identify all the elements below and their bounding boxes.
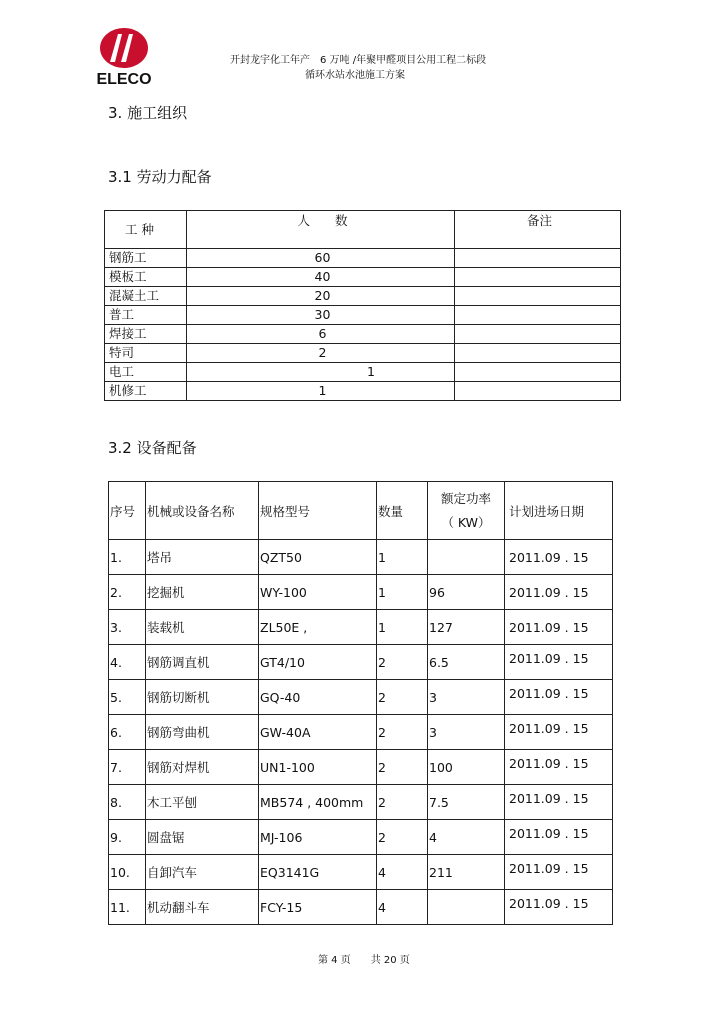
labor-note	[455, 325, 621, 344]
table-row	[105, 268, 621, 287]
labor-header-count: 人 数	[187, 211, 455, 249]
labor-note	[455, 287, 621, 306]
labor-note	[455, 268, 621, 287]
table-row	[109, 855, 613, 890]
equip-model: MB574 , 400mm	[259, 785, 377, 820]
labor-header-type: 工 种	[105, 211, 187, 249]
equip-name: 钢筋调直机	[146, 645, 259, 680]
equip-qty: 2	[377, 645, 428, 680]
equipment-header-model: 规格型号	[259, 482, 377, 540]
table-row	[109, 820, 613, 855]
table-row	[109, 715, 613, 750]
labor-type: 混凝土工	[105, 287, 187, 306]
labor-count: 20	[187, 287, 455, 306]
equip-date: 2011.09 . 15	[505, 855, 613, 890]
equip-date: 2011.09 . 15	[505, 820, 613, 855]
equip-model: GQ-40	[259, 680, 377, 715]
equip-name: 塔吊	[146, 540, 259, 575]
labor-note	[455, 363, 621, 382]
header-project-title: 开封龙宇化工年产 6 万吨 /年聚甲醛项目公用工程二标段	[230, 55, 487, 66]
equip-no: 5.	[109, 680, 146, 715]
equip-power	[428, 540, 505, 575]
equip-power: 211	[428, 855, 505, 890]
labor-count: 30	[187, 306, 455, 325]
labor-type: 焊接工	[105, 325, 187, 344]
equip-qty: 2	[377, 680, 428, 715]
equip-power: 3	[428, 715, 505, 750]
equip-no: 1.	[109, 540, 146, 575]
labor-type: 模板工	[105, 268, 187, 287]
equipment-table	[108, 481, 613, 925]
equip-qty: 2	[377, 715, 428, 750]
equip-qty: 2	[377, 785, 428, 820]
table-row	[105, 249, 621, 268]
table-row	[105, 325, 621, 344]
company-logo	[88, 24, 160, 88]
equip-no: 10.	[109, 855, 146, 890]
equip-name: 钢筋弯曲机	[146, 715, 259, 750]
equip-qty: 4	[377, 855, 428, 890]
equip-name: 挖掘机	[146, 575, 259, 610]
equip-power: 4	[428, 820, 505, 855]
equip-no: 3.	[109, 610, 146, 645]
equip-qty: 1	[377, 610, 428, 645]
section-heading: 3. 施工组织	[108, 104, 188, 122]
labor-count: 40	[187, 268, 455, 287]
labor-header-row	[105, 211, 621, 249]
table-row	[105, 287, 621, 306]
equip-date: 2011.09 . 15	[505, 575, 613, 610]
equip-date: 2011.09 . 15	[505, 785, 613, 820]
table-row	[105, 363, 621, 382]
equip-power: 3	[428, 680, 505, 715]
equip-model: ZL50E ,	[259, 610, 377, 645]
equipment-header-power-unit: （ KW）	[441, 514, 491, 530]
equip-no: 8.	[109, 785, 146, 820]
equip-name: 机动翻斗车	[146, 890, 259, 925]
table-row	[109, 750, 613, 785]
equip-qty: 4	[377, 890, 428, 925]
equip-power: 7.5	[428, 785, 505, 820]
equip-qty: 1	[377, 540, 428, 575]
equipment-header-power-label: 额定功率	[440, 490, 491, 506]
labor-type: 电工	[105, 363, 187, 382]
equipment-heading: 3.2 设备配备	[108, 439, 197, 457]
labor-count: 6	[187, 325, 455, 344]
equip-power: 96	[428, 575, 505, 610]
labor-count: 1	[187, 382, 455, 401]
labor-table	[104, 210, 621, 401]
equip-date: 2011.09 . 15	[505, 610, 613, 645]
table-row	[109, 890, 613, 925]
equipment-header-qty: 数量	[377, 482, 428, 540]
equip-name: 钢筋对焊机	[146, 750, 259, 785]
equip-model: FCY-15	[259, 890, 377, 925]
equipment-header-date: 计划进场日期	[505, 482, 613, 540]
equipment-header-row	[109, 482, 613, 540]
equip-no: 11.	[109, 890, 146, 925]
equip-model: QZT50	[259, 540, 377, 575]
labor-type: 钢筋工	[105, 249, 187, 268]
equip-name: 自卸汽车	[146, 855, 259, 890]
equip-power	[428, 890, 505, 925]
equip-model: EQ3141G	[259, 855, 377, 890]
equipment-header-power	[428, 482, 505, 540]
equip-qty: 1	[377, 575, 428, 610]
labor-type: 特司	[105, 344, 187, 363]
labor-heading: 3.1 劳动力配备	[108, 168, 212, 186]
table-row	[105, 382, 621, 401]
page-number: 第 4 页 共 20 页	[318, 955, 410, 966]
equip-qty: 2	[377, 820, 428, 855]
labor-note	[455, 249, 621, 268]
table-row	[109, 610, 613, 645]
equip-power: 100	[428, 750, 505, 785]
equip-model: UN1-100	[259, 750, 377, 785]
equipment-header-name: 机械或设备名称	[146, 482, 259, 540]
equip-date: 2011.09 . 15	[505, 540, 613, 575]
equip-name: 木工平刨	[146, 785, 259, 820]
equip-name: 圆盘锯	[146, 820, 259, 855]
header-document-title: 循环水站水池施工方案	[305, 70, 405, 81]
table-row	[109, 645, 613, 680]
equip-name: 钢筋切断机	[146, 680, 259, 715]
labor-note	[455, 344, 621, 363]
equip-date: 2011.09 . 15	[505, 750, 613, 785]
equip-no: 4.	[109, 645, 146, 680]
table-row	[105, 306, 621, 325]
equip-date: 2011.09 . 15	[505, 680, 613, 715]
equip-no: 7.	[109, 750, 146, 785]
equip-power: 6.5	[428, 645, 505, 680]
equip-model: WY-100	[259, 575, 377, 610]
labor-type: 机修工	[105, 382, 187, 401]
equip-no: 9.	[109, 820, 146, 855]
table-row	[109, 785, 613, 820]
equip-qty: 2	[377, 750, 428, 785]
equip-date: 2011.09 . 15	[505, 715, 613, 750]
logo-text: ELECO	[96, 71, 152, 88]
equip-model: MJ-106	[259, 820, 377, 855]
equip-no: 2.	[109, 575, 146, 610]
table-row	[105, 344, 621, 363]
equip-date: 2011.09 . 15	[505, 890, 613, 925]
equip-power: 127	[428, 610, 505, 645]
labor-note	[455, 306, 621, 325]
labor-count: 60	[187, 249, 455, 268]
equipment-header-no: 序号	[109, 482, 146, 540]
equip-model: GW-40A	[259, 715, 377, 750]
equip-name: 装载机	[146, 610, 259, 645]
equip-model: GT4/10	[259, 645, 377, 680]
table-row	[109, 540, 613, 575]
labor-count: 1	[187, 363, 455, 382]
labor-count: 2	[187, 344, 455, 363]
labor-note	[455, 382, 621, 401]
table-row	[109, 575, 613, 610]
equip-no: 6.	[109, 715, 146, 750]
equip-date: 2011.09 . 15	[505, 645, 613, 680]
labor-type: 普工	[105, 306, 187, 325]
labor-header-note: 备注	[455, 211, 621, 249]
table-row	[109, 680, 613, 715]
